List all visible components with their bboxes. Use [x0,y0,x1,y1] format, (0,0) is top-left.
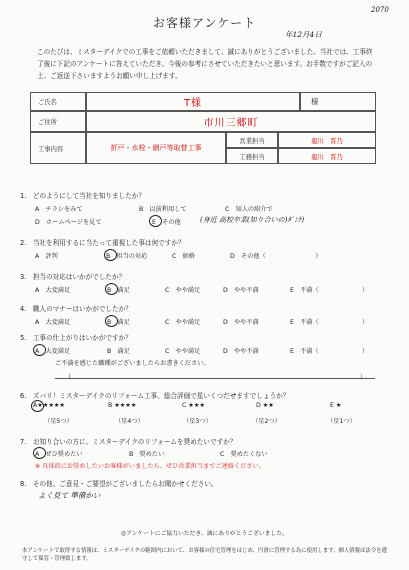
construction-name: 龍川 晋乃 [278,148,376,164]
q3-option-e: E 不満（ ） [290,287,369,294]
address-label: ご住所 [30,111,86,132]
construction-label: 工務担当 [226,148,278,164]
q4-option-e: E 不満（ ） [290,319,369,326]
q7-option-a: A ぜひ奨めたい [35,451,83,458]
q5-option-e: E 不満（ ） [290,348,369,355]
question-4: 4. 職人のマナーはいかがでしたか？ [20,305,132,313]
question-7: 7. お知り合いの方に、ミスターデイクのリフォームを奨めたいですか？ [20,438,237,446]
question-5: 5. 工事の仕上がりはいかがですか？ [20,334,132,342]
q7-note: ※ 具体的にお奨めしたいお客様がいましたら、ぜひ営業担当までご連絡ください。 [35,463,265,470]
q6-option-b: B ★★★★ [108,402,137,409]
q5-selected-circle [33,344,46,356]
q6-option-d: D ★★ [256,402,274,409]
q5-sub-text: ご不満を感じた職種がございましたらお書きください。 [55,360,210,367]
q7-option-b: B 奨めたい [129,451,165,458]
q4-option-a: A 大変満足 [35,319,71,326]
q6-option-a: A★★★★★ [33,402,65,409]
q4-option-c: C やや満足 [165,319,201,326]
q1-option-c: C 知人の紹介で [225,206,273,213]
question-6: 6. ズバリ！ミスターデイクのリフォーム工事、総合評価で星いくつだせますでしょうか？ [20,392,290,400]
q5-option-a: A 大変満足 [35,348,71,355]
intro-text: このたびは、ミスターデイクでの工事をご依頼いただきまして、誠にありがとうございました。当社では、工事終了後に下記のアンケートに答えていただき、今後の参考にさせていただきたいと思います。お手数ですがご記入の上、ご返送下さいますようお願い申し上げます。 [37,48,373,80]
q2-option-d: D その他（ ） [230,253,322,260]
q3-option-c: C やや満足 [165,287,201,294]
question-1: 1. どのようにして当社を知りましたか？ [20,192,145,200]
q6-label-b: （星4つ） [115,418,144,425]
question-3: 3. 担当の対応はいかがでしたか？ [20,273,126,281]
q5-option-d: D やや不満 [223,348,259,355]
page-title: お客様アンケート [152,16,257,30]
q6-label-a: （星5つ） [44,418,73,425]
q2-selected-circle [104,249,117,261]
question-8: 8. その他、ご意見・ご要望がございましたらお聞かせください。 [20,480,218,488]
q6-label-d: （星2つ） [252,418,281,425]
q4-option-b: B 満足 [107,319,130,326]
q6-option-e: E ★ [330,402,342,409]
q3-option-b: B 満足 [107,287,130,294]
address-value: 市川三郷町 [86,111,376,132]
q1-handwritten-answer: (身近 高校卒業(知り合いの)ﾀﾞﾝﾅ) [200,216,305,224]
footer-text: 本アンケートで取得する情報は、ミスターデイクの範囲内において、お客様の住宅管理をはじめ、円滑に管理する為に使用します。個人情報は法令を遵守して保管・管理致します。 [22,548,387,562]
q5-answer-line [55,378,375,379]
q3-selected-circle [105,283,118,295]
q2-option-a: A 評判 [35,253,58,260]
name-suffix: 様 [300,92,376,111]
name-value: T様 [86,92,300,111]
q1-option-e: E その他 [152,219,181,226]
work-label: 工事内容 [30,132,86,164]
q1-option-b: B 以前利用して [139,206,187,213]
q7-option-c: C 奨めたくない [220,451,268,458]
q6-option-c: C ★★★ [182,402,205,409]
sales-name: 龍川 晋乃 [278,132,376,148]
q1-option-d: D ホームページを見て [35,219,102,226]
work-value: 折戸・水栓・網戸等取替工事 [86,132,226,164]
q3-option-a: A 大変満足 [35,287,71,294]
q6-selected-circle [31,400,44,412]
q2-option-b: B 担当の対応 [106,253,148,260]
q6-label-c: （星3つ） [183,418,212,425]
q4-option-d: D やや不満 [223,319,259,326]
question-2: 2. 当社を利用するに当たって重視した事は何ですか？ [20,239,185,247]
q5-option-c: C やや満足 [165,348,201,355]
q5-paren-close: ） [360,374,367,381]
thanks-text: ◎アンケートにご協力いただき、誠にありがとうございました。 [121,531,288,537]
q1-option-a: A チラシをみて [35,206,83,213]
q1-selected-circle [149,215,162,227]
q6-label-e: （星1つ） [327,418,356,425]
q7-selected-circle [33,447,46,459]
date-field: 年12月4日 [285,30,322,39]
q2-option-c: C 価格 [172,253,195,260]
q8-handwritten-answer: よく見て 準備かい [38,491,101,500]
q4-selected-circle [105,315,118,327]
name-label: ご氏名 [30,92,86,111]
document-number-stamp: 2070 [371,6,389,14]
q3-option-d: D やや不満 [223,287,259,294]
q5-option-b: B 満足 [107,348,130,355]
q5-paren-open: （ [65,374,72,381]
sales-label: 営業担当 [226,132,278,148]
